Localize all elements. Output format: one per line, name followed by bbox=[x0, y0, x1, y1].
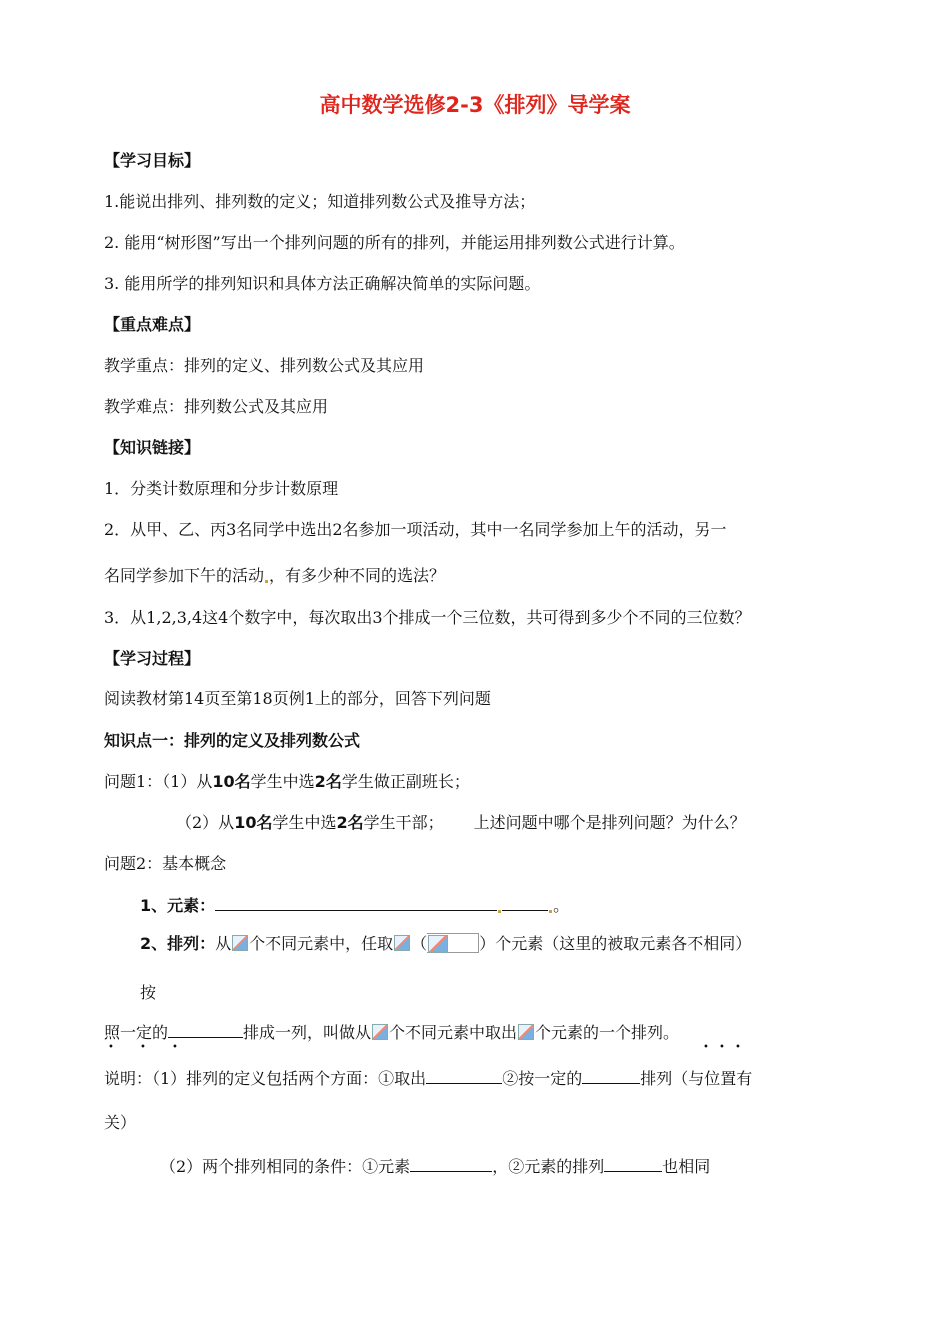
concept-permutation-label: 2、排列： bbox=[140, 934, 216, 953]
q1b-unit-2: 名 bbox=[347, 813, 364, 832]
q1-number: 10 bbox=[212, 772, 235, 791]
note-2-text: （2）两个排列相同的条件：①元素 bbox=[160, 1157, 411, 1176]
link-2: 2．从甲、乙、丙3名同学中选出2名参加一项活动，其中一名同学参加上午的活动，另一 bbox=[104, 520, 727, 539]
continuation-an: 按 bbox=[140, 983, 157, 1002]
concept-permutation-text-3: 个元素（这里的被取元素各不相同） bbox=[495, 934, 752, 953]
question-1b bbox=[176, 812, 746, 834]
concept-permutation bbox=[140, 933, 751, 955]
link-2-cont-text: 名同学参加下午的活动 bbox=[104, 566, 265, 585]
blank-elements bbox=[410, 1155, 492, 1172]
objectives-heading: 【学习目标】 bbox=[104, 151, 201, 170]
emphasis-dot: • bbox=[719, 1042, 725, 1053]
emphasis-dot: • bbox=[172, 1042, 178, 1053]
objective-3: 3. 能用所学的排列知识和具体方法正确解决简单的实际问题。 bbox=[104, 274, 541, 293]
emphasis-dot: • bbox=[140, 1042, 146, 1053]
link-1: 1．分类计数原理和分步计数原理 bbox=[104, 479, 339, 498]
emphasis-dot: • bbox=[108, 1042, 114, 1053]
permutation-definition bbox=[104, 1021, 679, 1044]
emphasis-dot: • bbox=[703, 1042, 709, 1053]
q1b-prefix: （2）从 bbox=[176, 813, 235, 832]
note-1-text-2: ②按一定的 bbox=[502, 1069, 583, 1088]
note-2-text-2: ，②元素的排列 bbox=[492, 1157, 605, 1176]
note-1-text: 说明：（1）排列的定义包括两个方面：①取出 bbox=[104, 1069, 427, 1088]
q1b-number-2: 2 bbox=[336, 813, 348, 832]
emphasis-dot: • bbox=[735, 1042, 741, 1053]
process-heading: 【学习过程】 bbox=[104, 649, 201, 668]
blank-order-2 bbox=[582, 1067, 640, 1084]
q1-text-2: 学生做正副班长； bbox=[341, 772, 470, 791]
blank-arrangement bbox=[604, 1155, 662, 1172]
formula-image-icon bbox=[394, 935, 410, 951]
objective-1: 1.能说出排列、排列数的定义；知道排列数公式及推导方法； bbox=[104, 192, 536, 211]
process-intro: 阅读教材第14页至第18页例1上的部分，回答下列问题 bbox=[104, 689, 491, 708]
formula-image-box bbox=[427, 933, 479, 953]
paren-open: （ bbox=[411, 934, 428, 953]
formula-image-icon bbox=[232, 935, 248, 951]
concept-element bbox=[140, 894, 569, 917]
question-2: 问题2：基本概念 bbox=[104, 854, 227, 873]
definition-text-3: 个不同元素中取出 bbox=[389, 1023, 518, 1042]
q1-number-2: 2 bbox=[314, 772, 326, 791]
note-2-text-3: 也相同 bbox=[662, 1157, 711, 1176]
definition-text-4: 个元素的一个排列。 bbox=[535, 1023, 680, 1042]
blank-order bbox=[168, 1021, 243, 1038]
knowledge-point-1-heading: 知识点一：排列的定义及排列数公式 bbox=[104, 731, 361, 750]
link-2-continued bbox=[104, 565, 445, 587]
definition-text-2: 排成一列，叫做从 bbox=[243, 1023, 372, 1042]
key-points-heading: 【重点难点】 bbox=[104, 315, 201, 334]
concept-permutation-text: 从 bbox=[215, 934, 232, 953]
mark-dot bbox=[265, 580, 268, 583]
q1b-text-2: 学生干部； bbox=[363, 813, 444, 832]
link-2-cont-end: ，有多少种不同的选法？ bbox=[269, 566, 446, 585]
q1b-text: 学生中选 bbox=[272, 813, 337, 832]
formula-image-icon bbox=[518, 1024, 534, 1040]
q1b-number: 10 bbox=[234, 813, 257, 832]
q1-unit-2: 名 bbox=[325, 772, 342, 791]
formula-image-icon bbox=[372, 1024, 388, 1040]
blank-element bbox=[215, 894, 497, 911]
q1-text: 学生中选 bbox=[250, 772, 315, 791]
definition-text: 照一定的 bbox=[104, 1023, 169, 1042]
note-2 bbox=[160, 1155, 710, 1178]
question-1 bbox=[104, 771, 470, 793]
key-point-2: 教学难点：排列数公式及其应用 bbox=[104, 397, 329, 416]
q1b-question: 上述问题中哪个是排列问题？为什么？ bbox=[473, 813, 746, 832]
concept-element-label: 1、元素： bbox=[140, 896, 216, 915]
page-title: 高中数学选修2-3《排列》导学案 bbox=[319, 93, 631, 117]
q1-prefix: 问题1：（1）从 bbox=[104, 772, 213, 791]
concept-permutation-text-2: 个不同元素中，任取 bbox=[249, 934, 394, 953]
q1-unit: 名 bbox=[234, 772, 251, 791]
mark-dot bbox=[549, 910, 552, 913]
concept-element-end: 。 bbox=[553, 896, 570, 915]
blank-element-2 bbox=[502, 894, 548, 911]
mark-dot bbox=[498, 910, 501, 913]
link-3: 3．从1,2,3,4这4个数字中，每次取出3个排成一个三位数，共可得到多少个不同的三位数？ bbox=[104, 608, 751, 627]
paren-close: ） bbox=[479, 934, 496, 953]
key-point-1: 教学重点：排列的定义、排列数公式及其应用 bbox=[104, 356, 425, 375]
blank-take bbox=[426, 1067, 502, 1084]
note-1 bbox=[104, 1067, 752, 1090]
links-heading: 【知识链接】 bbox=[104, 438, 201, 457]
note-1-text-3: 排列（与位置有 bbox=[640, 1069, 753, 1088]
objective-2: 2. 能用“树形图”写出一个排列问题的所有的排列，并能运用排列数公式进行计算。 bbox=[104, 233, 685, 252]
note-1-continued: 关） bbox=[104, 1113, 137, 1132]
formula-image-icon bbox=[428, 935, 448, 953]
q1b-unit: 名 bbox=[256, 813, 273, 832]
